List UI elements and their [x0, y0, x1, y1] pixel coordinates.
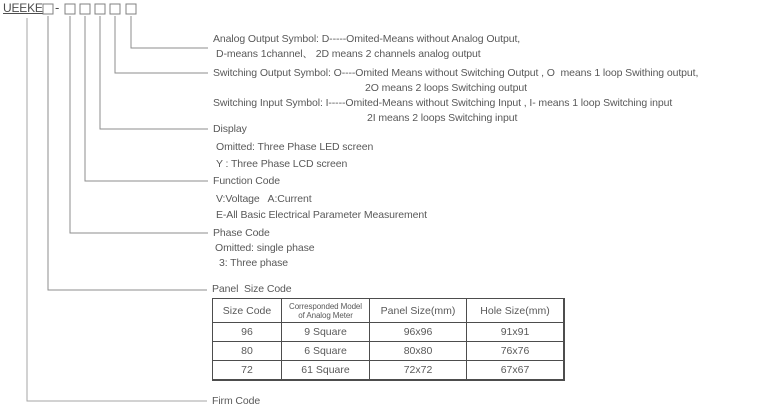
code-box-phase — [65, 4, 75, 14]
cell-panel-size: 80x80 — [370, 342, 467, 361]
function-code-option1: V:Voltage A:Current — [216, 193, 312, 205]
cell-analog-model: 61 Square — [282, 361, 370, 381]
display-title: Display — [213, 123, 247, 135]
cell-size-code: 80 — [213, 342, 282, 361]
cell-analog-model: 9 Square — [282, 323, 370, 342]
function-code-option2: E-All Basic Electrical Parameter Measurement — [216, 209, 427, 221]
switching-output-line1: Switching Output Symbol: O----Omited Means without Switching Output , O means 1 loop Swithing output, — [213, 67, 699, 79]
switching-input-line1: Switching Input Symbol: I-----Omited-Means without Switching Input , I- means 1 loop Switching input — [213, 97, 673, 109]
header-size-code: Size Code — [213, 299, 282, 323]
header-analog-model — [282, 299, 370, 323]
code-box-analog-output — [126, 4, 136, 14]
function-code-title: Function Code — [213, 175, 280, 187]
cell-analog-model: 6 Square — [282, 342, 370, 361]
firm-code-title: Firm Code — [212, 395, 261, 407]
display-option1: Omitted: Three Phase LED screen — [216, 141, 374, 153]
code-hyphen: - — [55, 0, 60, 15]
code-box-display — [95, 4, 105, 14]
code-box-panel-size — [43, 4, 53, 14]
analog-output-line2: D-means 1channel、 2D means 2 channels analog output — [216, 48, 481, 60]
switching-input-line2: 2I means 2 loops Switching input — [367, 112, 518, 124]
leader-phase-code — [70, 16, 208, 233]
phase-code-option1: Omitted: single phase — [215, 242, 315, 254]
header-panel-size: Panel Size(mm) — [370, 299, 467, 323]
header-analog-model-line1: Corresponded Model — [289, 301, 362, 311]
cell-panel-size: 72x72 — [370, 361, 467, 381]
switching-output-line2: 2O means 2 loops Switching output — [365, 82, 527, 94]
leader-analog-output — [131, 16, 208, 48]
leader-firm-code — [27, 18, 207, 401]
leader-function-code — [85, 16, 208, 181]
cell-size-code: 72 — [213, 361, 282, 381]
table-row — [213, 342, 565, 361]
leader-switching-output — [115, 16, 208, 73]
table-header-row — [213, 299, 565, 323]
table-row — [213, 361, 565, 381]
phase-code-title: Phase Code — [213, 227, 270, 239]
cell-hole-size: 76x76 — [467, 342, 565, 361]
cell-panel-size: 96x96 — [370, 323, 467, 342]
code-box-function — [80, 4, 90, 14]
panel-size-code-title: Panel Size Code — [212, 283, 292, 295]
code-box-switching-output — [110, 4, 120, 14]
phase-code-option2: 3: Three phase — [219, 257, 289, 269]
cell-hole-size: 67x67 — [467, 361, 565, 381]
brand-code: UEEKE — [3, 1, 43, 15]
display-option2: Y : Three Phase LCD screen — [216, 158, 348, 170]
cell-size-code: 96 — [213, 323, 282, 342]
table-row — [213, 323, 565, 342]
header-analog-model-line2: of Analog Meter — [298, 310, 353, 320]
panel-size-table — [212, 298, 565, 381]
analog-output-line1: Analog Output Symbol: D-----Omited-Means without Analog Output, — [213, 33, 521, 45]
leader-panel-size-code — [48, 16, 207, 290]
header-hole-size: Hole Size(mm) — [467, 299, 565, 323]
cell-hole-size: 91x91 — [467, 323, 565, 342]
